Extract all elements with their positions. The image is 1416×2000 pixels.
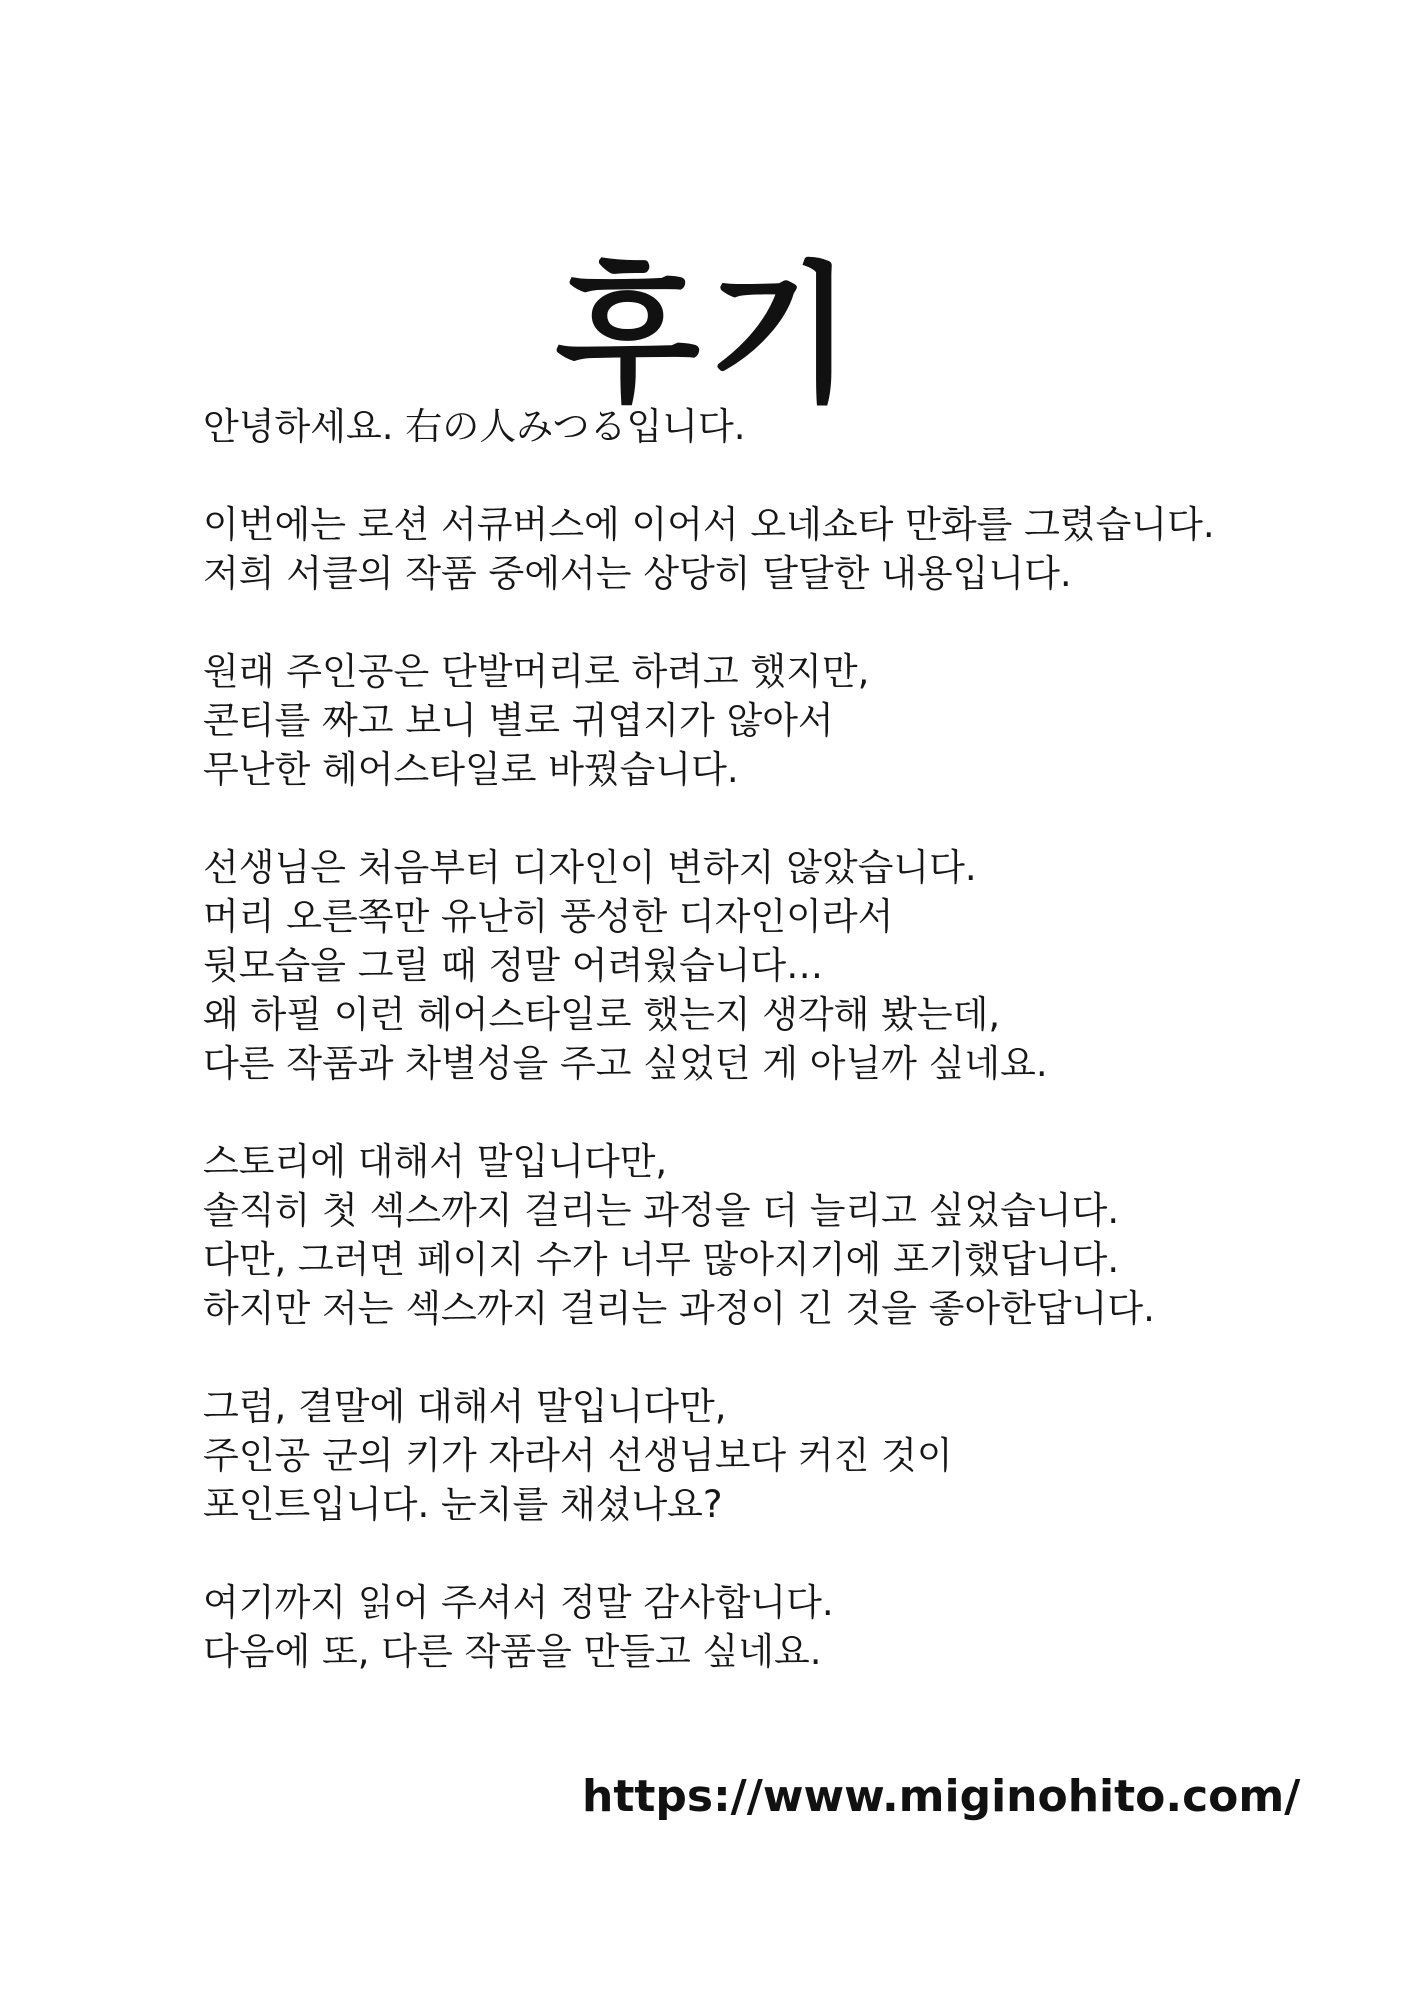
text-line: 주인공 군의 키가 자라서 선생님보다 커진 것이 xyxy=(203,1434,953,1477)
paragraph-protagonist-hair xyxy=(203,647,1263,794)
text-line: 머리 오른쪽만 유난히 풍성한 디자인이라서 xyxy=(203,895,894,938)
afterword-body xyxy=(203,402,1263,1725)
text-line: 콘티를 짜고 보니 별로 귀엽지가 않아서 xyxy=(203,699,834,742)
paragraph-greeting xyxy=(203,402,1263,451)
text-line: 이번에는 로션 서큐버스에 이어서 오네쇼타 만화를 그렸습니다. xyxy=(203,503,1215,546)
text-line: 다른 작품과 차별성을 주고 싶었던 게 아닐까 싶네요. xyxy=(203,1042,1048,1085)
text-line: 그럼, 결말에 대해서 말입니다만, xyxy=(203,1385,727,1428)
paragraph-ending xyxy=(203,1382,1263,1529)
page-title: 후기 xyxy=(555,248,861,423)
text-line: 뒷모습을 그릴 때 정말 어려웠습니다… xyxy=(203,944,824,987)
text-line: 다만, 그러면 페이지 수가 너무 많아지기에 포기했답니다. xyxy=(203,1238,1120,1281)
text-line: 왜 하필 이런 헤어스타일로 했는지 생각해 봤는데, xyxy=(203,993,1001,1036)
text-line: 하지만 저는 섹스까지 걸리는 과정이 긴 것을 좋아한답니다. xyxy=(203,1287,1155,1330)
text-line: 여기까지 읽어 주셔서 정말 감사합니다. xyxy=(203,1581,834,1624)
paragraph-thanks xyxy=(203,1578,1263,1676)
paragraph-intro xyxy=(203,500,1263,598)
text-line: 저희 서클의 작품 중에서는 상당히 달달한 내용입니다. xyxy=(203,552,1072,595)
paragraph-story xyxy=(203,1137,1263,1333)
text-line: 스토리에 대해서 말입니다만, xyxy=(203,1140,668,1183)
text-line: 원래 주인공은 단발머리로 하려고 했지만, xyxy=(203,650,870,693)
text-line: 포인트입니다. 눈치를 채셨나요? xyxy=(203,1483,723,1526)
text-line: 솔직히 첫 섹스까지 걸리는 과정을 더 늘리고 싶었습니다. xyxy=(203,1189,1120,1232)
paragraph-teacher-design xyxy=(203,843,1263,1088)
text-line: 안녕하세요. 右の人みつる입니다. xyxy=(203,405,746,448)
website-link[interactable]: https://www.miginohito.com/ xyxy=(582,1771,1301,1822)
text-line: 선생님은 처음부터 디자인이 변하지 않았습니다. xyxy=(203,846,977,889)
text-line: 다음에 또, 다른 작품을 만들고 싶네요. xyxy=(203,1630,822,1673)
text-line: 무난한 헤어스타일로 바꿨습니다. xyxy=(203,748,739,791)
